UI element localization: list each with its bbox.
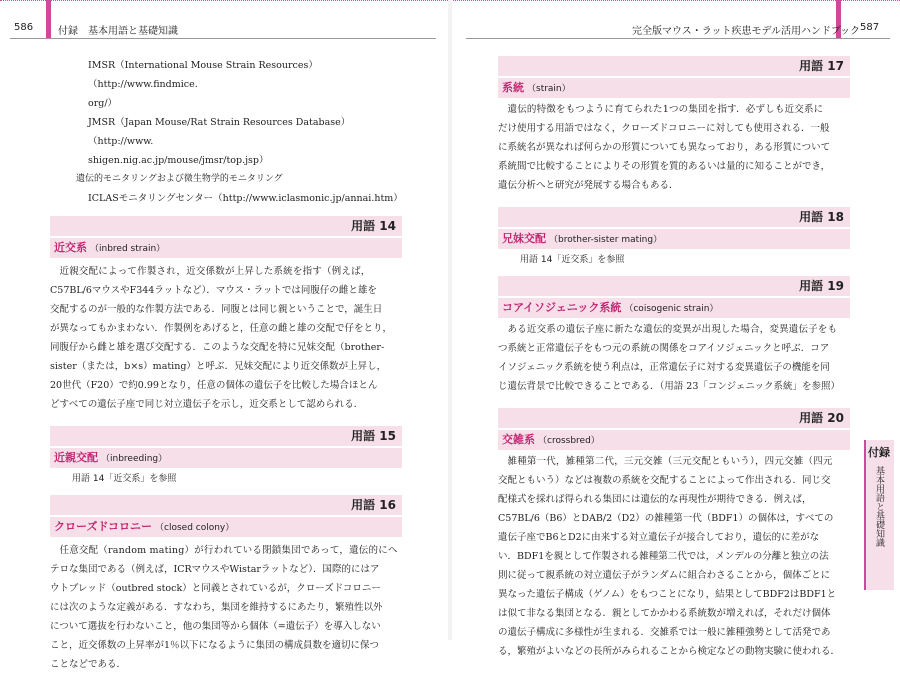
term-name: 近交系	[54, 241, 87, 254]
left-section-title: 付録 基本用語と基礎知識	[58, 26, 178, 37]
term-body	[50, 537, 402, 674]
body-line: 遺伝分析へと研究が発展する場合もある．	[498, 180, 679, 191]
body-line: 系統間で比較することによりその形質を質的あるいは量的に知ることができ，	[498, 161, 831, 172]
term-number: 用語 18	[498, 207, 850, 227]
body-line: に系統名が異なれば何らかの形質についても異なっており，ある形質について	[498, 142, 831, 153]
left-header-rule	[10, 38, 436, 39]
term-name: 兄妹交配	[502, 232, 546, 245]
body-line: テロな集団である（例えば，ICRマウスやWistarラットなど）．国際的にはア	[50, 564, 380, 575]
body-line: じ遺伝背景で比較できることである．（用語 23「コンジェニック系統」を参照）	[498, 381, 841, 392]
body-line: 任意交配（random mating）が行われている閉鎖集団であって，遺伝的にヘ	[59, 545, 398, 556]
term-name: 系統	[502, 81, 524, 94]
term-number: 用語 20	[498, 408, 850, 428]
body-line: ある近交系の遺伝子座に新たな遺伝的変異が出現した場合，変異遺伝子をも	[507, 324, 838, 335]
intro-subheading: 遺伝的モニタリングおよび微生物学的モニタリング	[76, 174, 283, 184]
term-body	[498, 98, 850, 195]
term-15	[50, 426, 402, 489]
intro-line: JMSR（Japan Mouse/Rat Strain Resources Database）（http://www.	[88, 117, 351, 147]
body-line: 同腹仔から雌と雄を選び交配する．このような交配を特に兄妹交配（brother-	[50, 342, 385, 353]
term-18	[498, 207, 850, 270]
term-16	[50, 495, 402, 674]
body-line: には次のような定義がある．すなわち，集団を維持するにあたり，繁殖性以外	[50, 602, 383, 613]
body-line: 交配するのが一般的な作製方法である．同腹とは同じ親ということで，誕生日	[50, 304, 383, 315]
body-line: 異なった遺伝子構成（ゲノム）をもつことになり，結果としてBDF2はBDF1と	[498, 589, 837, 600]
term-number: 用語 17	[498, 56, 850, 76]
term-english: （strain）	[527, 84, 571, 94]
term-english: （closed colony）	[155, 523, 235, 533]
body-line: 遺伝子座でB6とD2に由来する対立遺伝子が接合しており，遺伝的に差がな	[498, 532, 820, 543]
term-19	[498, 276, 850, 396]
term-number: 用語 19	[498, 276, 850, 296]
body-line: だけ使用する用語ではなく，クローズドコロニーに対しても使用される．一般	[498, 123, 830, 134]
body-line: が異なってもかまわない．作製例をあげると，任意の雌と雄の交配で仔をとり，	[50, 323, 393, 334]
term-body	[498, 450, 850, 661]
body-line: 20世代（F20）で約0.99となり，任意の個体の遺伝子を比較した場合ほとん	[50, 380, 378, 391]
term-14	[50, 216, 402, 414]
side-tab-title: 付録	[868, 446, 890, 459]
term-heading	[498, 298, 850, 318]
body-line: どすべての遺伝子座で同じ対立遺伝子を示し，近交系として認められる．	[50, 399, 364, 410]
term-20	[498, 408, 850, 661]
term-english: （inbred strain）	[90, 244, 166, 254]
body-line: sister（または，b×s）mating）と呼ぶ．兄妹交配により近交係数が上昇し，	[50, 361, 387, 372]
body-line: こと，近交係数の上昇率が1％以下になるように集団の構成員数を適切に保つ	[50, 640, 380, 651]
body-line: ウトブレッド（outbred stock）と同義とされているが，クローズドコロニー	[50, 583, 381, 594]
body-line: C57BL/6（B6）とDAB/2（D2）の雑種第一代（BDF1）の個体は，すべての	[498, 513, 834, 524]
intro-line: org/）	[88, 98, 118, 109]
right-header-rule	[466, 38, 890, 39]
left-page-number: 586	[14, 22, 34, 33]
body-line: 雑種第一代，雑種第二代，三元交雑（三元交配ともいう），四元交雑（四元	[507, 456, 833, 467]
term-reference: 用語 14「近交系」を参照	[520, 255, 625, 265]
side-tab-accent	[864, 440, 866, 590]
term-heading	[50, 517, 402, 537]
body-line: は似て非なる集団となる．親としてかかわる系統数が増えれば，それだけ個体	[498, 608, 831, 619]
intro-line: IMSR（International Mouse Strain Resources）（http://www.findmice.	[88, 60, 318, 90]
term-english: （crossbred）	[538, 436, 600, 446]
body-line: る，繁殖がよいなどの長所がみられることから検定などの動物実験に使われる．	[498, 646, 841, 657]
term-english: （inbreeding）	[101, 454, 168, 464]
body-line: C57BL/6マウスやF344ラットなど）．マウス・ラットでは同腹仔の雌と雄を	[50, 285, 377, 296]
term-number: 用語 14	[50, 216, 402, 236]
left-header-accent	[46, 0, 51, 38]
body-line: ことなどである．	[50, 659, 127, 670]
term-name: 近親交配	[54, 451, 98, 464]
right-page-number: 587	[860, 22, 880, 33]
body-line: つ系統と正常遺伝子をもつ元の系統の関係をコアイソジェニックと呼ぶ．コア	[498, 343, 830, 354]
right-page	[498, 56, 850, 661]
body-line: 則に従って親系統の対立遺伝子がランダムに組合わさることから，個体ごとに	[498, 570, 831, 581]
book-spine	[448, 0, 452, 640]
term-name: 交雑系	[502, 433, 535, 446]
term-english: （coisogenic strain）	[624, 304, 719, 314]
body-line: 交配ともいう）などは複数の系統を交配することによって作出される．同じ交	[498, 475, 831, 486]
body-line: イソジェニック系統を使う利点は，正常遺伝子に対する変異遺伝子の機能を同	[498, 362, 830, 373]
term-heading	[498, 229, 850, 249]
body-line: 近親交配によって作製され，近交係数が上昇した系統を指す（例えば，	[59, 266, 371, 277]
left-page	[50, 56, 402, 674]
intro-line: shigen.nig.ac.jp/mouse/jmsr/top.jsp）	[88, 155, 269, 166]
term-17	[498, 56, 850, 195]
term-heading	[50, 238, 402, 258]
side-tab-vertical-label: 基本用語と基礎知識	[874, 466, 884, 547]
term-heading	[498, 78, 850, 98]
term-body	[50, 258, 402, 414]
intro-links	[50, 56, 402, 170]
body-line: について選抜を行わないこと，他の集団等から個体（=遺伝子）を導入しない	[50, 621, 381, 632]
term-heading	[498, 430, 850, 450]
term-name: コアイソジェニック系統	[502, 301, 622, 314]
body-line: 遺伝的特徴をもつように育てられた1つの集団を指す．必ずしも近交系に	[507, 104, 824, 115]
term-heading	[50, 448, 402, 468]
body-line: 配様式を採れば得られる集団には遺伝的な再現性が期待できる．例えば，	[498, 494, 812, 505]
term-number: 用語 15	[50, 426, 402, 446]
term-body	[498, 318, 850, 396]
body-line: の遺伝子構成に多様性が生まれる．交雑系では一般に雑種強勢として活発であ	[498, 627, 831, 638]
term-number: 用語 16	[50, 495, 402, 515]
term-reference: 用語 14「近交系」を参照	[72, 474, 177, 484]
appendix-side-tab[interactable]	[864, 440, 894, 590]
body-line: い．BDF1を親として作製される雑種第二代では，メンデルの分離と独立の法	[498, 551, 829, 562]
term-english: （brother-sister mating）	[549, 235, 663, 245]
right-running-title: 完全版マウス・ラット疾患モデル活用ハンドブック	[632, 26, 860, 37]
term-name: クローズドコロニー	[54, 520, 153, 533]
intro-line: ICLASモニタリングセンター（http://www.iclasmonic.jp/annai.htm）	[88, 193, 403, 204]
